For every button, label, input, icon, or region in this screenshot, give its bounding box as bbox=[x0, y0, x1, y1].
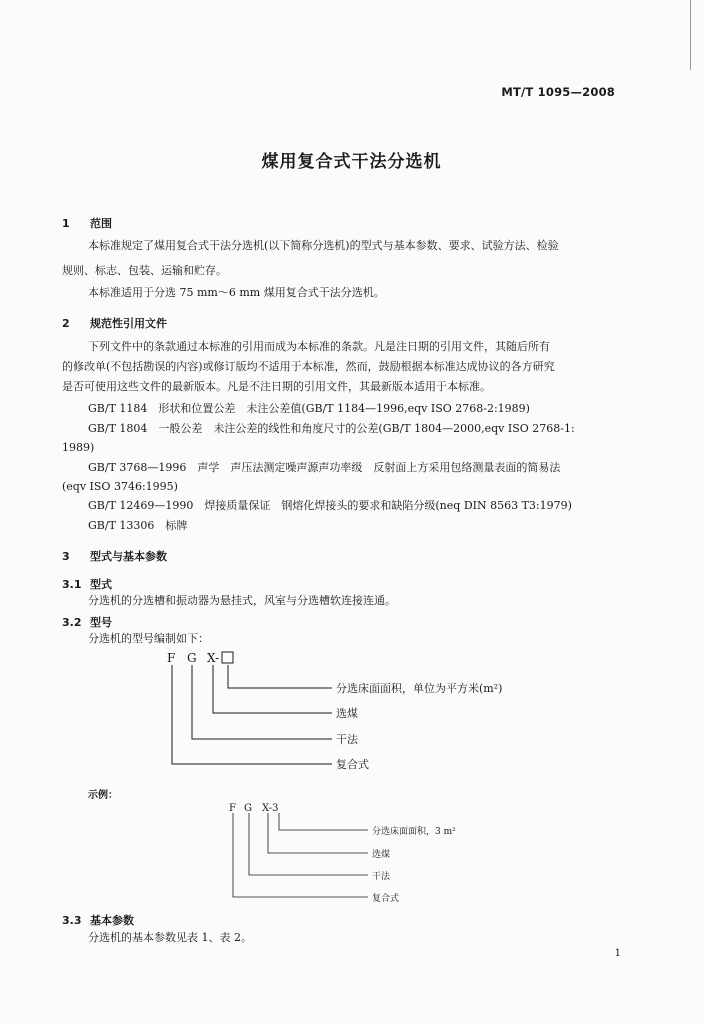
ref-item: GB/T 1804 一般公差 未注公差的线性和角度尺寸的公差(GB/T 1804—2000,eqv ISO 2768-1: bbox=[88, 422, 575, 435]
section-title: 规范性引用文件 bbox=[90, 317, 167, 330]
section-title: 型号 bbox=[90, 616, 112, 629]
ref-item: GB/T 1184 形状和位置公差 未注公差值(GB/T 1184—1996,eqv ISO 2768-2:1989) bbox=[88, 402, 530, 415]
label-comp: 复合式 bbox=[336, 758, 369, 771]
section-number: 1 bbox=[62, 217, 70, 230]
section-title: 范围 bbox=[90, 217, 112, 230]
code-letter-f: F bbox=[167, 651, 176, 665]
ref-item: GB/T 3768—1996 声学 声压法测定噪声源声功率级 反射面上方采用包络测量表面的简易法 bbox=[88, 461, 561, 474]
s32-text: 分选机的型号编制如下： bbox=[88, 632, 209, 645]
ref-item: GB/T 12469—1990 焊接质量保证 钢熔化焊接头的要求和缺陷分级(neq DIN 8563 T3:1979) bbox=[88, 499, 572, 512]
standard-code: MT/T 1095—2008 bbox=[501, 85, 615, 99]
section-3-3-heading bbox=[62, 912, 134, 928]
example-leader-coal bbox=[268, 813, 368, 853]
label-area: 分选床面面积，单位为平方米(m²) bbox=[336, 682, 503, 695]
example-label-comp: 复合式 bbox=[372, 894, 400, 904]
s31-text: 分选机的分选槽和振动器为悬挂式，风室与分选槽软连接连通。 bbox=[88, 594, 396, 607]
s2-intro-line3: 是否可使用这些文件的最新版本。凡是不注日期的引用文件，其最新版本适用于本标准。 bbox=[62, 380, 491, 393]
ref-item-cont: 1989) bbox=[62, 441, 95, 454]
section-title: 型式 bbox=[90, 578, 112, 591]
example-label-area: 分选床面面积，3 m² bbox=[372, 827, 456, 837]
example-label: 示例： bbox=[88, 790, 118, 801]
section-number: 3.2 bbox=[62, 616, 82, 629]
page-number: 1 bbox=[614, 948, 621, 959]
code-letter-g: G bbox=[187, 651, 197, 665]
section-title: 基本参数 bbox=[90, 914, 134, 927]
s1-para1-line1: 本标准规定了煤用复合式干法分选机(以下简称分选机)的型式与基本参数、要求、试验方法、检验 bbox=[88, 239, 559, 252]
leader-line-area bbox=[228, 665, 332, 688]
s1-para1-line2: 规则、标志、包装、运输和贮存。 bbox=[62, 264, 227, 277]
section-number: 3.3 bbox=[62, 914, 82, 927]
example-leader-comp bbox=[233, 813, 368, 897]
example-letter-g: G bbox=[244, 803, 252, 814]
s2-intro-line2: 的修改单(不包括勘误的内容)或修订版均不适用于本标准，然而，鼓励根据本标准达成协议的各方研究 bbox=[62, 360, 555, 373]
ref-item-cont: (eqv ISO 3746:1995) bbox=[62, 480, 178, 493]
label-coal: 选煤 bbox=[336, 707, 358, 720]
code-letter-x: X- bbox=[207, 651, 220, 665]
s2-intro-line1: 下列文件中的条款通过本标准的引用而成为本标准的条款。凡是注日期的引用文件，其随后所有 bbox=[88, 340, 550, 353]
section-number: 2 bbox=[62, 317, 70, 330]
example-leader-area bbox=[279, 813, 368, 830]
code-placeholder-box bbox=[222, 652, 233, 663]
leader-line-comp bbox=[172, 665, 332, 764]
section-title: 型式与基本参数 bbox=[90, 550, 167, 563]
example-label-coal: 选煤 bbox=[372, 850, 391, 860]
ref-item: GB/T 13306 标牌 bbox=[88, 519, 188, 532]
example-letter-x: X-3 bbox=[262, 803, 279, 814]
example-label-dry: 干法 bbox=[372, 872, 391, 882]
example-leader-dry bbox=[249, 813, 368, 875]
label-dry: 干法 bbox=[336, 733, 358, 746]
section-number: 3.1 bbox=[62, 578, 82, 591]
section-number: 3 bbox=[62, 550, 70, 563]
s1-para2: 本标准适用于分选 75 mm～6 mm 煤用复合式干法分选机。 bbox=[88, 286, 385, 299]
leader-line-coal bbox=[213, 665, 332, 713]
example-letter-f: F bbox=[229, 803, 236, 814]
page-title: 煤用复合式干法分选机 bbox=[261, 152, 442, 172]
s33-text: 分选机的基本参数见表 1、表 2。 bbox=[88, 931, 252, 944]
